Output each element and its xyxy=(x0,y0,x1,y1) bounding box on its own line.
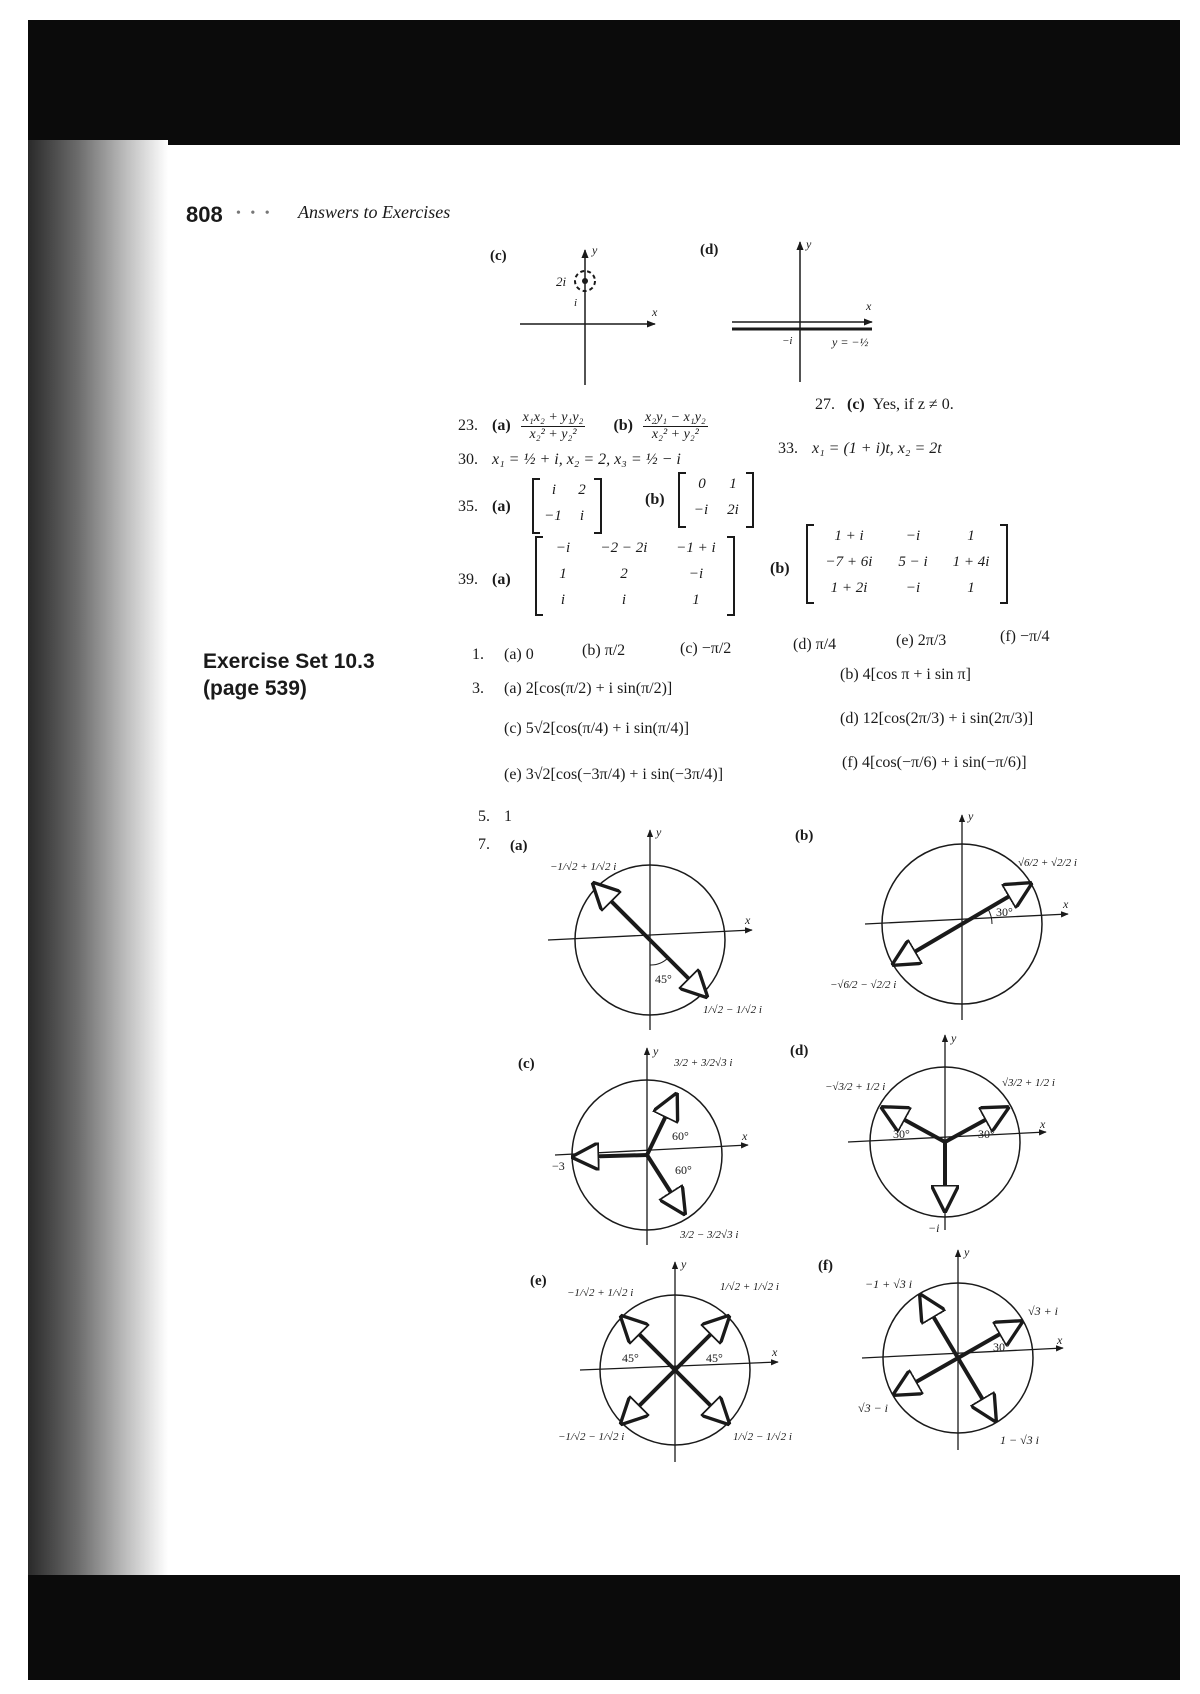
vector-3 xyxy=(895,1358,958,1394)
matrix-cell: 2i xyxy=(727,502,739,518)
header-separator: • • • xyxy=(236,206,273,221)
point-label: 1/√2 − 1/√2 i xyxy=(703,1004,762,1016)
point-label: 3/2 − 3/2√3 i xyxy=(680,1229,739,1241)
exercise-1d: (d) π/4 xyxy=(793,636,837,653)
point-label: 1/√2 − 1/√2 i xyxy=(733,1431,792,1443)
vector-2 xyxy=(650,940,706,996)
matrix-cell: −i xyxy=(905,528,921,544)
question-number: 33. xyxy=(778,440,798,457)
matrix-cell: 1 + 2i xyxy=(830,580,868,596)
point-label: −√3/2 + 1/2 i xyxy=(825,1081,886,1093)
point-label: √3 + i xyxy=(1028,1304,1059,1318)
y-axis-label: y xyxy=(964,1245,970,1259)
numerator: x₂y₁ − x₁y₂ xyxy=(645,410,706,425)
angle-label: 45° xyxy=(706,1351,723,1365)
angle-label: 60° xyxy=(672,1129,689,1143)
point-label: −3 xyxy=(552,1159,565,1173)
matrix-cell: 1 xyxy=(692,592,700,608)
answer-text: Yes, if z ≠ 0. xyxy=(872,396,954,413)
figure-label: (f) xyxy=(818,1258,833,1274)
circle-plot-b xyxy=(795,809,1077,1020)
matrix-cell: −1 xyxy=(544,508,562,524)
matrix-cell: 5 − i xyxy=(898,554,928,570)
matrix-cell: 1 + i xyxy=(834,528,864,544)
matrix-cell: i xyxy=(551,482,557,498)
figure-label: (c) xyxy=(490,248,507,264)
y-axis-label: y xyxy=(653,1044,659,1058)
numerator: x₁x₂ + y₁y₂ xyxy=(522,410,584,425)
y-axis-label: y xyxy=(806,237,812,251)
line-label: y = −½ xyxy=(832,335,869,349)
circle-plot-e xyxy=(530,1257,792,1462)
matrix-cell: 2 xyxy=(578,482,586,498)
point-label: √3/2 + 1/2 i xyxy=(1002,1077,1055,1089)
matrix-cell: −i xyxy=(688,566,704,582)
exercise-7-number: 7. xyxy=(478,836,490,853)
vector-2 xyxy=(921,1296,958,1358)
circle-plot-a xyxy=(510,825,762,1030)
x-axis-label: x xyxy=(1057,1333,1063,1347)
circle-plot-f xyxy=(818,1245,1063,1450)
matrix-cell: −2 − 2i xyxy=(600,540,648,556)
point-label: 1 − √3 i xyxy=(1000,1433,1040,1447)
x-axis-label: x xyxy=(652,305,658,319)
question-number: 30. xyxy=(458,451,478,468)
denominator: x₂² + y₂² xyxy=(651,427,699,442)
point-label: √3 − i xyxy=(858,1401,889,1415)
figure-label: (e) xyxy=(530,1273,547,1289)
figure-label: (b) xyxy=(795,828,814,844)
center-point xyxy=(582,278,588,284)
answer-text: x₁ = (1 + i)t, x₂ = 2t xyxy=(812,440,942,457)
part-label: (a) xyxy=(492,498,511,515)
matrix-cell: −1 + i xyxy=(676,540,716,556)
running-title: Answers to Exercises xyxy=(298,202,451,222)
part-label: (b) xyxy=(613,417,633,435)
angle-label: 45° xyxy=(655,972,672,986)
matrix-cell: −7 + 6i xyxy=(825,554,873,570)
exercise-3e: (e) 3√2[cos(−3π/4) + i sin(−3π/4)] xyxy=(504,766,724,783)
angle-label: 45° xyxy=(622,1351,639,1365)
y-axis-label: y xyxy=(592,243,598,257)
question-number: 5. xyxy=(478,808,490,825)
x-axis-label: x xyxy=(745,913,751,927)
angle-label: 30° xyxy=(996,905,1013,919)
y-axis-label: y xyxy=(681,1257,687,1271)
matrix-cell: −i xyxy=(555,540,571,556)
mark-i: i xyxy=(574,297,578,309)
vector-1 xyxy=(647,1095,676,1155)
exercise-1e: (e) 2π/3 xyxy=(896,632,947,649)
mark-neg-i: −i xyxy=(782,335,793,347)
figure-label: (c) xyxy=(518,1056,535,1072)
point-label: −1/√2 + 1/√2 i xyxy=(550,861,617,873)
answer-text: x₁ = ½ + i, x₂ = 2, x₃ = ½ − i xyxy=(492,451,681,468)
angle-arc xyxy=(650,958,668,965)
question-number: 23. xyxy=(458,417,478,435)
vector-1 xyxy=(594,884,650,940)
circle-plot-d xyxy=(790,1031,1055,1235)
vector-4 xyxy=(675,1370,728,1423)
figure-label: (a) xyxy=(510,838,528,854)
vector-1 xyxy=(958,1322,1021,1358)
x-axis-label: x xyxy=(742,1129,748,1143)
matrix-cell: 0 xyxy=(698,476,706,492)
answer-text: 1 xyxy=(504,808,512,825)
angle-label: 30° xyxy=(978,1127,995,1141)
figure-label: (d) xyxy=(700,242,719,258)
point-label: √6/2 + √2/2 i xyxy=(1018,857,1077,869)
exercise-3f: (f) 4[cos(−π/6) + i sin(−π/6)] xyxy=(842,754,1027,771)
question-number: 35. xyxy=(458,498,478,515)
angle-arc xyxy=(988,909,992,924)
vector-2 xyxy=(894,924,962,964)
exercise-1b: (b) π/2 xyxy=(582,642,626,659)
question-number: 39. xyxy=(458,571,478,588)
point-label: 3/2 + 3/2√3 i xyxy=(674,1057,733,1069)
part-label: (b) xyxy=(770,560,790,577)
vector-3 xyxy=(622,1370,675,1423)
figure-label: (d) xyxy=(790,1043,809,1059)
matrix-cell: −i xyxy=(905,580,921,596)
question-number: 27. xyxy=(815,396,835,413)
exercise-3b: (b) 4[cos π + i sin π] xyxy=(840,666,971,683)
angle-label: 60° xyxy=(675,1163,692,1177)
x-axis-label: x xyxy=(1063,897,1069,911)
section-title-line1: Exercise Set 10.3 xyxy=(203,650,375,673)
graph-top-d xyxy=(700,237,872,382)
point-label: −1/√2 + 1/√2 i xyxy=(567,1287,634,1299)
matrix-cell: 1 xyxy=(559,566,567,582)
matrix-cell: 1 xyxy=(967,580,975,596)
vector-3 xyxy=(574,1155,647,1157)
angle-label: 30° xyxy=(893,1127,910,1141)
section-title-line2: (page 539) xyxy=(203,677,307,700)
point-label: 1/√2 + 1/√2 i xyxy=(720,1281,779,1293)
exercise-3-number: 3. xyxy=(472,680,484,697)
x-axis-label: x xyxy=(866,299,872,313)
part-label: (a) xyxy=(492,417,511,435)
exercise-1f: (f) −π/4 xyxy=(1000,628,1050,645)
point-label: −√6/2 − √2/2 i xyxy=(830,979,897,991)
y-axis-label: y xyxy=(968,809,974,823)
x-axis-label: x xyxy=(772,1345,778,1359)
angle-label: 30° xyxy=(993,1340,1010,1354)
vector-1 xyxy=(945,1108,1007,1142)
matrix-cell: 2 xyxy=(620,566,628,582)
exercise-1c: (c) −π/2 xyxy=(680,640,732,657)
exercise-1-number: 1. xyxy=(472,646,484,663)
circle-plot-c xyxy=(518,1044,748,1245)
point-label: −1 + √3 i xyxy=(865,1277,913,1291)
matrix-cell: 1 + 4i xyxy=(952,554,990,570)
part-label: (a) xyxy=(492,571,511,588)
vector-4 xyxy=(958,1358,995,1420)
part-label: (c) xyxy=(847,396,865,413)
matrix-cell: i xyxy=(621,592,627,608)
exercise-3c: (c) 5√2[cos(π/4) + i sin(π/4)] xyxy=(504,720,690,737)
y-axis-label: y xyxy=(951,1031,957,1045)
matrix-cell: 1 xyxy=(729,476,737,492)
matrix-cell: i xyxy=(560,592,566,608)
page-number: 808 xyxy=(186,202,223,227)
denominator: x₂² + y₂² xyxy=(529,427,577,442)
point-label: −i xyxy=(928,1221,940,1235)
x-axis-label: x xyxy=(1040,1117,1046,1131)
exercise-3a: (a) 2[cos(π/2) + i sin(π/2)] xyxy=(504,680,673,697)
matrix-cell: −i xyxy=(693,502,709,518)
exercise-1a: (a) 0 xyxy=(504,646,534,663)
point-label: −1/√2 − 1/√2 i xyxy=(558,1431,625,1443)
exercise-3d: (d) 12[cos(2π/3) + i sin(2π/3)] xyxy=(840,710,1034,727)
y-axis-label: y xyxy=(656,825,662,839)
graph-top-c xyxy=(490,243,658,385)
part-label: (b) xyxy=(645,491,665,508)
matrix-cell: 1 xyxy=(967,528,975,544)
mark-2i: 2i xyxy=(556,274,567,289)
matrix-cell: i xyxy=(579,508,585,524)
